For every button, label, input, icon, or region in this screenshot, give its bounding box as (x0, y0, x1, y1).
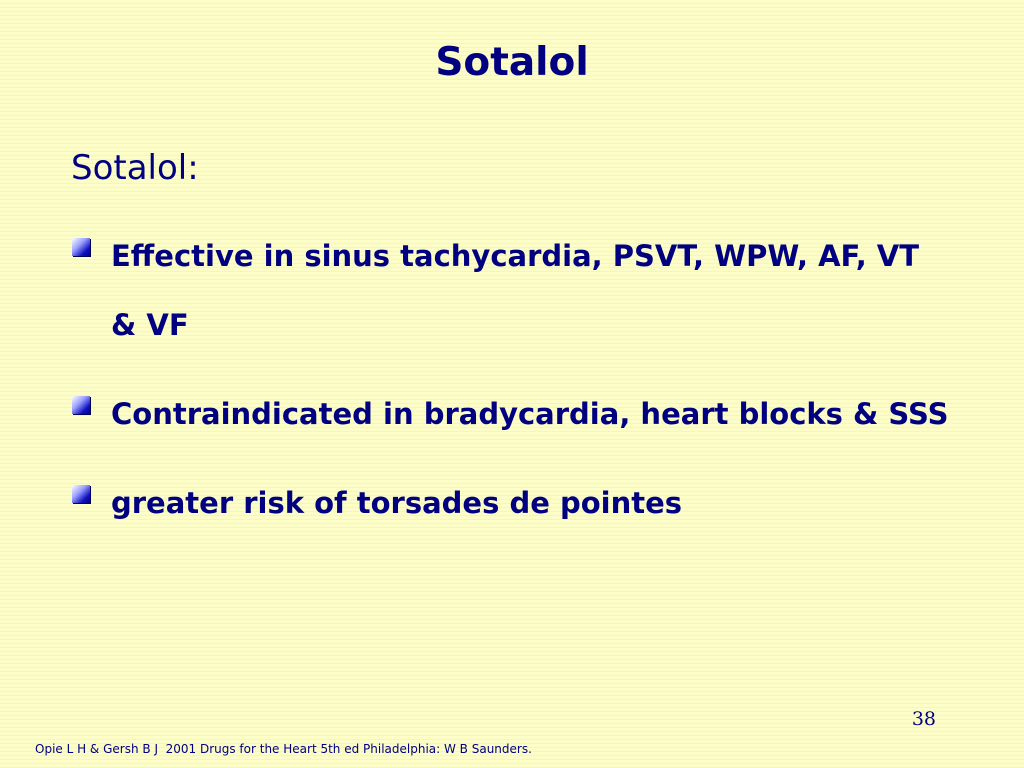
bullet-item (72, 380, 952, 449)
bullet-text: greater risk of torsades de pointes (111, 486, 683, 520)
subheading: Sotalol: (71, 148, 199, 188)
square-bullet-icon (72, 396, 90, 414)
square-bullet-icon (72, 485, 90, 503)
page-number: 38 (911, 708, 936, 730)
bullet-item (72, 222, 952, 360)
citation-footer: Opie L H & Gersh B J 2001 Drugs for the Heart 5th ed Philadelphia: W B Saunders. (35, 742, 532, 756)
bullet-item (72, 469, 952, 538)
bullet-text: Contraindicated in bradycardia, heart blocks & SSS (111, 397, 949, 431)
bullet-list (72, 222, 952, 558)
slide-title: Sotalol (435, 40, 589, 85)
bullet-text: Effective in sinus tachycardia, PSVT, WPW, AF, VT & VF (111, 239, 920, 342)
square-bullet-icon (72, 238, 90, 256)
